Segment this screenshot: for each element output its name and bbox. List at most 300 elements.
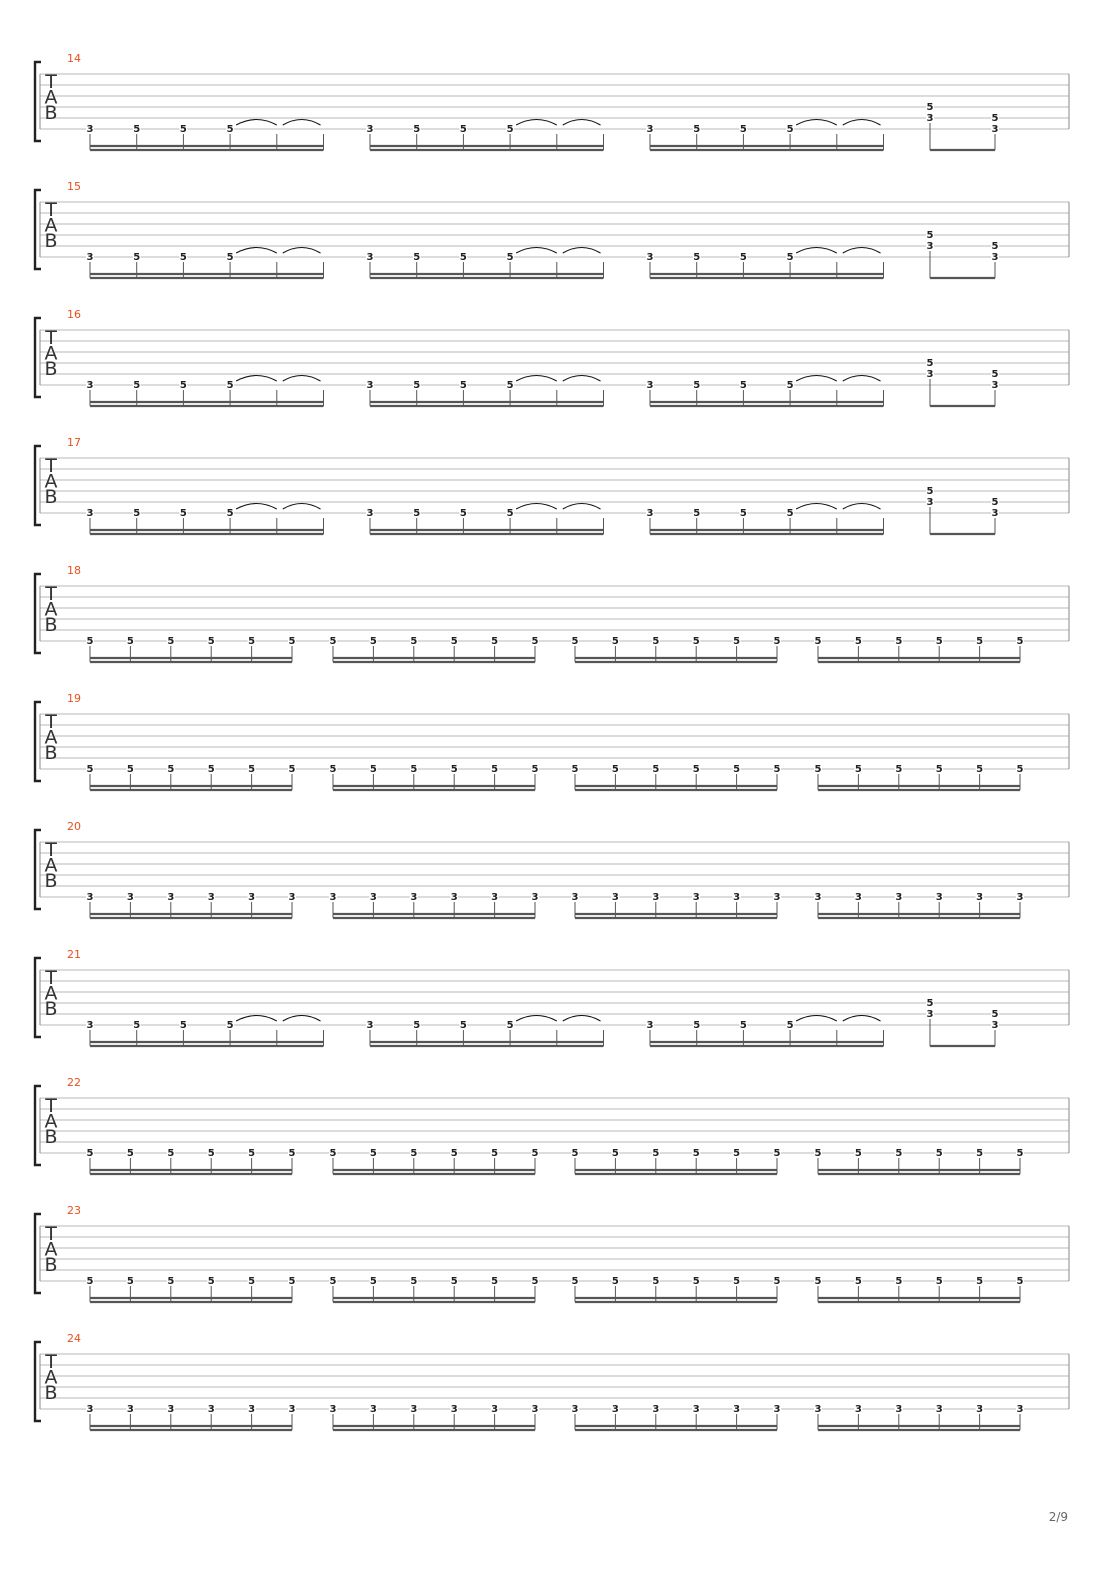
fret-number: 5 bbox=[571, 1148, 579, 1159]
fret-number: 5 bbox=[991, 369, 999, 380]
tie-arc bbox=[843, 1016, 881, 1022]
fret-number: 3 bbox=[935, 892, 943, 903]
fret-number: 5 bbox=[410, 764, 418, 775]
fret-number: 3 bbox=[410, 1404, 418, 1415]
tab-system-24 bbox=[35, 1332, 1069, 1430]
fret-number: 5 bbox=[329, 1276, 337, 1287]
fret-number: 3 bbox=[926, 497, 934, 508]
tab-clef-letter: B bbox=[44, 998, 58, 1020]
tie-arc bbox=[516, 1016, 557, 1022]
tab-clef-letter: A bbox=[44, 214, 58, 237]
fret-number: 5 bbox=[733, 764, 741, 775]
fret-number: 5 bbox=[692, 1148, 700, 1159]
fret-number: 5 bbox=[786, 508, 794, 519]
tie-arc bbox=[563, 504, 601, 510]
tab-system-19 bbox=[35, 692, 1069, 790]
fret-number: 3 bbox=[288, 892, 296, 903]
fret-number: 3 bbox=[646, 252, 654, 263]
tie-arc bbox=[283, 248, 321, 254]
fret-number: 5 bbox=[329, 1148, 337, 1159]
fret-number: 5 bbox=[926, 998, 934, 1009]
measure-number: 20 bbox=[67, 820, 81, 833]
fret-number: 5 bbox=[133, 252, 141, 263]
tab-clef-letter: A bbox=[44, 1366, 58, 1389]
fret-number: 3 bbox=[410, 892, 418, 903]
tie-arc bbox=[236, 1016, 277, 1022]
fret-number: 3 bbox=[366, 380, 374, 391]
fret-number: 5 bbox=[895, 764, 903, 775]
measure-number: 16 bbox=[67, 308, 81, 321]
fret-number: 5 bbox=[693, 508, 701, 519]
tab-system-14 bbox=[35, 52, 1069, 150]
fret-number: 3 bbox=[86, 508, 94, 519]
tab-clef-letter: A bbox=[44, 598, 58, 621]
fret-number: 5 bbox=[531, 1148, 539, 1159]
fret-number: 5 bbox=[226, 252, 234, 263]
fret-number: 5 bbox=[248, 1148, 256, 1159]
fret-number: 5 bbox=[369, 764, 377, 775]
tie-arc bbox=[796, 504, 837, 510]
fret-number: 3 bbox=[450, 892, 458, 903]
tab-clef-letter: B bbox=[44, 614, 58, 636]
fret-number: 5 bbox=[991, 1009, 999, 1020]
tab-clef-letter: A bbox=[44, 342, 58, 365]
fret-number: 5 bbox=[786, 1020, 794, 1031]
tab-system-15 bbox=[35, 180, 1069, 278]
fret-number: 5 bbox=[531, 764, 539, 775]
tab-clef-letter: T bbox=[45, 1223, 57, 1245]
fret-number: 5 bbox=[814, 1148, 822, 1159]
fret-number: 3 bbox=[491, 892, 499, 903]
tab-clef-letter: T bbox=[45, 967, 57, 989]
tab-clef-letter: T bbox=[45, 199, 57, 221]
fret-number: 5 bbox=[895, 1148, 903, 1159]
fret-number: 5 bbox=[459, 508, 467, 519]
fret-number: 5 bbox=[226, 380, 234, 391]
tab-clef-letter: B bbox=[44, 1254, 58, 1276]
fret-number: 3 bbox=[611, 1404, 619, 1415]
fret-number: 5 bbox=[459, 124, 467, 135]
fret-number: 5 bbox=[410, 1276, 418, 1287]
fret-number: 5 bbox=[786, 124, 794, 135]
tab-clef-letter: T bbox=[45, 71, 57, 93]
tie-arc bbox=[516, 504, 557, 510]
fret-number: 5 bbox=[773, 764, 781, 775]
fret-number: 5 bbox=[693, 1020, 701, 1031]
fret-number: 5 bbox=[991, 497, 999, 508]
tab-clef-letter: B bbox=[44, 1382, 58, 1404]
fret-number: 5 bbox=[739, 380, 747, 391]
fret-number: 5 bbox=[179, 508, 187, 519]
fret-number: 5 bbox=[733, 636, 741, 647]
fret-number: 5 bbox=[329, 636, 337, 647]
fret-number: 3 bbox=[935, 1404, 943, 1415]
fret-number: 5 bbox=[86, 1276, 94, 1287]
fret-number: 5 bbox=[773, 636, 781, 647]
fret-number: 3 bbox=[86, 124, 94, 135]
fret-number: 5 bbox=[133, 380, 141, 391]
fret-number: 5 bbox=[413, 252, 421, 263]
fret-number: 3 bbox=[531, 892, 539, 903]
fret-number: 5 bbox=[976, 764, 984, 775]
fret-number: 5 bbox=[369, 636, 377, 647]
fret-number: 5 bbox=[410, 1148, 418, 1159]
fret-number: 3 bbox=[86, 252, 94, 263]
fret-number: 5 bbox=[935, 636, 943, 647]
fret-number: 3 bbox=[329, 1404, 337, 1415]
tab-system-17 bbox=[35, 436, 1069, 534]
fret-number: 3 bbox=[652, 1404, 660, 1415]
fret-number: 5 bbox=[288, 636, 296, 647]
fret-number: 5 bbox=[248, 764, 256, 775]
measure-number: 24 bbox=[67, 1332, 81, 1345]
fret-number: 3 bbox=[895, 1404, 903, 1415]
fret-number: 5 bbox=[413, 124, 421, 135]
tab-clef-letter: A bbox=[44, 86, 58, 109]
measure-number: 23 bbox=[67, 1204, 81, 1217]
fret-number: 5 bbox=[814, 1276, 822, 1287]
fret-number: 5 bbox=[126, 636, 134, 647]
fret-number: 5 bbox=[611, 1276, 619, 1287]
fret-number: 3 bbox=[733, 892, 741, 903]
fret-number: 5 bbox=[369, 1276, 377, 1287]
fret-number: 5 bbox=[506, 252, 514, 263]
fret-number: 3 bbox=[1016, 1404, 1024, 1415]
fret-number: 5 bbox=[733, 1276, 741, 1287]
fret-number: 5 bbox=[86, 764, 94, 775]
tie-arc bbox=[236, 248, 277, 254]
fret-number: 5 bbox=[288, 1276, 296, 1287]
fret-number: 5 bbox=[991, 241, 999, 252]
fret-number: 5 bbox=[207, 1276, 215, 1287]
fret-number: 3 bbox=[991, 1020, 999, 1031]
fret-number: 3 bbox=[991, 508, 999, 519]
fret-number: 5 bbox=[693, 124, 701, 135]
fret-number: 5 bbox=[1016, 764, 1024, 775]
fret-number: 3 bbox=[814, 892, 822, 903]
fret-number: 3 bbox=[369, 1404, 377, 1415]
tie-arc bbox=[796, 1016, 837, 1022]
tab-clef-letter: A bbox=[44, 1238, 58, 1261]
fret-number: 5 bbox=[179, 1020, 187, 1031]
tab-clef-letter: T bbox=[45, 1351, 57, 1373]
tie-arc bbox=[563, 376, 601, 382]
fret-number: 5 bbox=[786, 380, 794, 391]
tie-arc bbox=[796, 248, 837, 254]
fret-number: 5 bbox=[126, 1276, 134, 1287]
fret-number: 5 bbox=[926, 102, 934, 113]
measure-number: 18 bbox=[67, 564, 81, 577]
fret-number: 5 bbox=[491, 1276, 499, 1287]
fret-number: 3 bbox=[86, 892, 94, 903]
fret-number: 3 bbox=[126, 1404, 134, 1415]
fret-number: 5 bbox=[692, 764, 700, 775]
fret-number: 5 bbox=[207, 1148, 215, 1159]
fret-number: 5 bbox=[133, 508, 141, 519]
fret-number: 5 bbox=[126, 764, 134, 775]
fret-number: 5 bbox=[288, 764, 296, 775]
tie-arc bbox=[843, 376, 881, 382]
fret-number: 3 bbox=[366, 508, 374, 519]
fret-number: 5 bbox=[459, 1020, 467, 1031]
tab-clef-letter: T bbox=[45, 1095, 57, 1117]
fret-number: 5 bbox=[86, 636, 94, 647]
fret-number: 5 bbox=[854, 1148, 862, 1159]
fret-number: 3 bbox=[1016, 892, 1024, 903]
tie-arc bbox=[283, 376, 321, 382]
fret-number: 5 bbox=[739, 252, 747, 263]
fret-number: 5 bbox=[329, 764, 337, 775]
fret-number: 3 bbox=[207, 892, 215, 903]
tab-clef-letter: T bbox=[45, 839, 57, 861]
fret-number: 5 bbox=[571, 764, 579, 775]
fret-number: 5 bbox=[926, 230, 934, 241]
fret-number: 3 bbox=[86, 1404, 94, 1415]
page-number: 2/9 bbox=[1048, 1510, 1068, 1524]
fret-number: 5 bbox=[652, 1148, 660, 1159]
fret-number: 3 bbox=[450, 1404, 458, 1415]
fret-number: 3 bbox=[692, 1404, 700, 1415]
fret-number: 3 bbox=[571, 892, 579, 903]
fret-number: 3 bbox=[126, 892, 134, 903]
fret-number: 3 bbox=[976, 892, 984, 903]
tab-clef-letter: B bbox=[44, 102, 58, 124]
fret-number: 5 bbox=[126, 1148, 134, 1159]
fret-number: 3 bbox=[86, 380, 94, 391]
tab-clef-letter: B bbox=[44, 742, 58, 764]
tab-clef-letter: B bbox=[44, 358, 58, 380]
fret-number: 5 bbox=[506, 380, 514, 391]
tab-clef-letter: T bbox=[45, 583, 57, 605]
fret-number: 3 bbox=[288, 1404, 296, 1415]
measure-number: 15 bbox=[67, 180, 81, 193]
fret-number: 5 bbox=[167, 1276, 175, 1287]
fret-number: 5 bbox=[976, 1276, 984, 1287]
fret-number: 5 bbox=[167, 1148, 175, 1159]
fret-number: 3 bbox=[167, 892, 175, 903]
fret-number: 3 bbox=[991, 124, 999, 135]
fret-number: 3 bbox=[646, 508, 654, 519]
measure-number: 17 bbox=[67, 436, 81, 449]
tab-clef-letter: A bbox=[44, 854, 58, 877]
fret-number: 5 bbox=[226, 1020, 234, 1031]
fret-number: 5 bbox=[288, 1148, 296, 1159]
fret-number: 3 bbox=[976, 1404, 984, 1415]
fret-number: 5 bbox=[733, 1148, 741, 1159]
tie-arc bbox=[563, 120, 601, 126]
fret-number: 5 bbox=[207, 764, 215, 775]
fret-number: 5 bbox=[611, 764, 619, 775]
fret-number: 5 bbox=[248, 1276, 256, 1287]
tie-arc bbox=[843, 120, 881, 126]
fret-number: 5 bbox=[739, 1020, 747, 1031]
fret-number: 5 bbox=[935, 764, 943, 775]
fret-number: 5 bbox=[207, 636, 215, 647]
fret-number: 3 bbox=[531, 1404, 539, 1415]
tab-system-23 bbox=[35, 1204, 1069, 1302]
measure-number: 22 bbox=[67, 1076, 81, 1089]
fret-number: 5 bbox=[652, 764, 660, 775]
tab-clef-letter: A bbox=[44, 470, 58, 493]
fret-number: 5 bbox=[926, 358, 934, 369]
fret-number: 5 bbox=[773, 1276, 781, 1287]
tie-arc bbox=[796, 376, 837, 382]
fret-number: 3 bbox=[491, 1404, 499, 1415]
fret-number: 3 bbox=[926, 113, 934, 124]
fret-number: 3 bbox=[692, 892, 700, 903]
fret-number: 5 bbox=[491, 1148, 499, 1159]
fret-number: 5 bbox=[450, 1276, 458, 1287]
fret-number: 5 bbox=[935, 1276, 943, 1287]
fret-number: 3 bbox=[571, 1404, 579, 1415]
tie-arc bbox=[236, 376, 277, 382]
fret-number: 5 bbox=[86, 1148, 94, 1159]
fret-number: 5 bbox=[935, 1148, 943, 1159]
fret-number: 3 bbox=[991, 380, 999, 391]
tie-arc bbox=[843, 504, 881, 510]
fret-number: 5 bbox=[611, 636, 619, 647]
tab-system-16 bbox=[35, 308, 1069, 406]
fret-number: 5 bbox=[450, 764, 458, 775]
tab-clef-letter: B bbox=[44, 486, 58, 508]
tab-clef-letter: B bbox=[44, 1126, 58, 1148]
fret-number: 5 bbox=[571, 636, 579, 647]
tab-clef-letter: B bbox=[44, 870, 58, 892]
measure-number: 14 bbox=[67, 52, 81, 65]
fret-number: 5 bbox=[739, 124, 747, 135]
fret-number: 5 bbox=[506, 508, 514, 519]
fret-number: 5 bbox=[895, 636, 903, 647]
fret-number: 3 bbox=[207, 1404, 215, 1415]
fret-number: 5 bbox=[369, 1148, 377, 1159]
fret-number: 5 bbox=[450, 636, 458, 647]
tab-system-20 bbox=[35, 820, 1069, 918]
fret-number: 5 bbox=[179, 252, 187, 263]
fret-number: 3 bbox=[991, 252, 999, 263]
fret-number: 3 bbox=[329, 892, 337, 903]
fret-number: 5 bbox=[854, 636, 862, 647]
tie-arc bbox=[516, 376, 557, 382]
measure-number: 21 bbox=[67, 948, 81, 961]
tie-arc bbox=[236, 504, 277, 510]
fret-number: 3 bbox=[366, 124, 374, 135]
fret-number: 3 bbox=[646, 380, 654, 391]
fret-number: 3 bbox=[733, 1404, 741, 1415]
fret-number: 5 bbox=[571, 1276, 579, 1287]
fret-number: 5 bbox=[459, 252, 467, 263]
fret-number: 3 bbox=[854, 1404, 862, 1415]
fret-number: 5 bbox=[491, 764, 499, 775]
fret-number: 3 bbox=[926, 1009, 934, 1020]
tie-arc bbox=[563, 248, 601, 254]
tab-system-22 bbox=[35, 1076, 1069, 1174]
fret-number: 3 bbox=[926, 369, 934, 380]
fret-number: 5 bbox=[692, 1276, 700, 1287]
fret-number: 3 bbox=[86, 1020, 94, 1031]
fret-number: 3 bbox=[248, 1404, 256, 1415]
fret-number: 5 bbox=[814, 764, 822, 775]
fret-number: 5 bbox=[410, 636, 418, 647]
fret-number: 5 bbox=[693, 380, 701, 391]
fret-number: 5 bbox=[167, 636, 175, 647]
fret-number: 5 bbox=[1016, 1276, 1024, 1287]
fret-number: 5 bbox=[413, 1020, 421, 1031]
fret-number: 5 bbox=[1016, 1148, 1024, 1159]
tie-arc bbox=[796, 120, 837, 126]
fret-number: 3 bbox=[814, 1404, 822, 1415]
fret-number: 5 bbox=[895, 1276, 903, 1287]
fret-number: 5 bbox=[531, 636, 539, 647]
fret-number: 3 bbox=[646, 124, 654, 135]
fret-number: 3 bbox=[773, 892, 781, 903]
fret-number: 5 bbox=[854, 1276, 862, 1287]
fret-number: 5 bbox=[133, 1020, 141, 1031]
fret-number: 5 bbox=[926, 486, 934, 497]
tie-arc bbox=[236, 120, 277, 126]
fret-number: 5 bbox=[459, 380, 467, 391]
fret-number: 5 bbox=[814, 636, 822, 647]
tie-arc bbox=[283, 1016, 321, 1022]
tab-clef-letter: A bbox=[44, 1110, 58, 1133]
fret-number: 5 bbox=[692, 636, 700, 647]
fret-number: 5 bbox=[226, 124, 234, 135]
fret-number: 5 bbox=[491, 636, 499, 647]
fret-number: 5 bbox=[531, 1276, 539, 1287]
fret-number: 3 bbox=[369, 892, 377, 903]
tie-arc bbox=[516, 248, 557, 254]
fret-number: 5 bbox=[179, 124, 187, 135]
tie-arc bbox=[283, 504, 321, 510]
fret-number: 3 bbox=[646, 1020, 654, 1031]
fret-number: 5 bbox=[506, 1020, 514, 1031]
fret-number: 5 bbox=[611, 1148, 619, 1159]
fret-number: 5 bbox=[413, 508, 421, 519]
fret-number: 5 bbox=[976, 636, 984, 647]
fret-number: 3 bbox=[652, 892, 660, 903]
tie-arc bbox=[563, 1016, 601, 1022]
fret-number: 5 bbox=[179, 380, 187, 391]
tie-arc bbox=[283, 120, 321, 126]
tab-system-18 bbox=[35, 564, 1069, 662]
tab-clef-letter: B bbox=[44, 230, 58, 252]
fret-number: 5 bbox=[773, 1148, 781, 1159]
fret-number: 5 bbox=[133, 124, 141, 135]
fret-number: 5 bbox=[226, 508, 234, 519]
fret-number: 3 bbox=[366, 252, 374, 263]
fret-number: 5 bbox=[248, 636, 256, 647]
fret-number: 5 bbox=[450, 1148, 458, 1159]
fret-number: 5 bbox=[1016, 636, 1024, 647]
fret-number: 5 bbox=[506, 124, 514, 135]
fret-number: 5 bbox=[854, 764, 862, 775]
fret-number: 3 bbox=[926, 241, 934, 252]
fret-number: 3 bbox=[366, 1020, 374, 1031]
fret-number: 3 bbox=[773, 1404, 781, 1415]
fret-number: 5 bbox=[976, 1148, 984, 1159]
fret-number: 5 bbox=[693, 252, 701, 263]
fret-number: 3 bbox=[854, 892, 862, 903]
fret-number: 5 bbox=[652, 1276, 660, 1287]
fret-number: 5 bbox=[991, 113, 999, 124]
fret-number: 5 bbox=[167, 764, 175, 775]
tab-clef-letter: A bbox=[44, 726, 58, 749]
fret-number: 5 bbox=[652, 636, 660, 647]
tie-arc bbox=[843, 248, 881, 254]
tab-system-21 bbox=[35, 948, 1069, 1046]
tab-clef-letter: T bbox=[45, 327, 57, 349]
fret-number: 3 bbox=[167, 1404, 175, 1415]
tie-arc bbox=[516, 120, 557, 126]
